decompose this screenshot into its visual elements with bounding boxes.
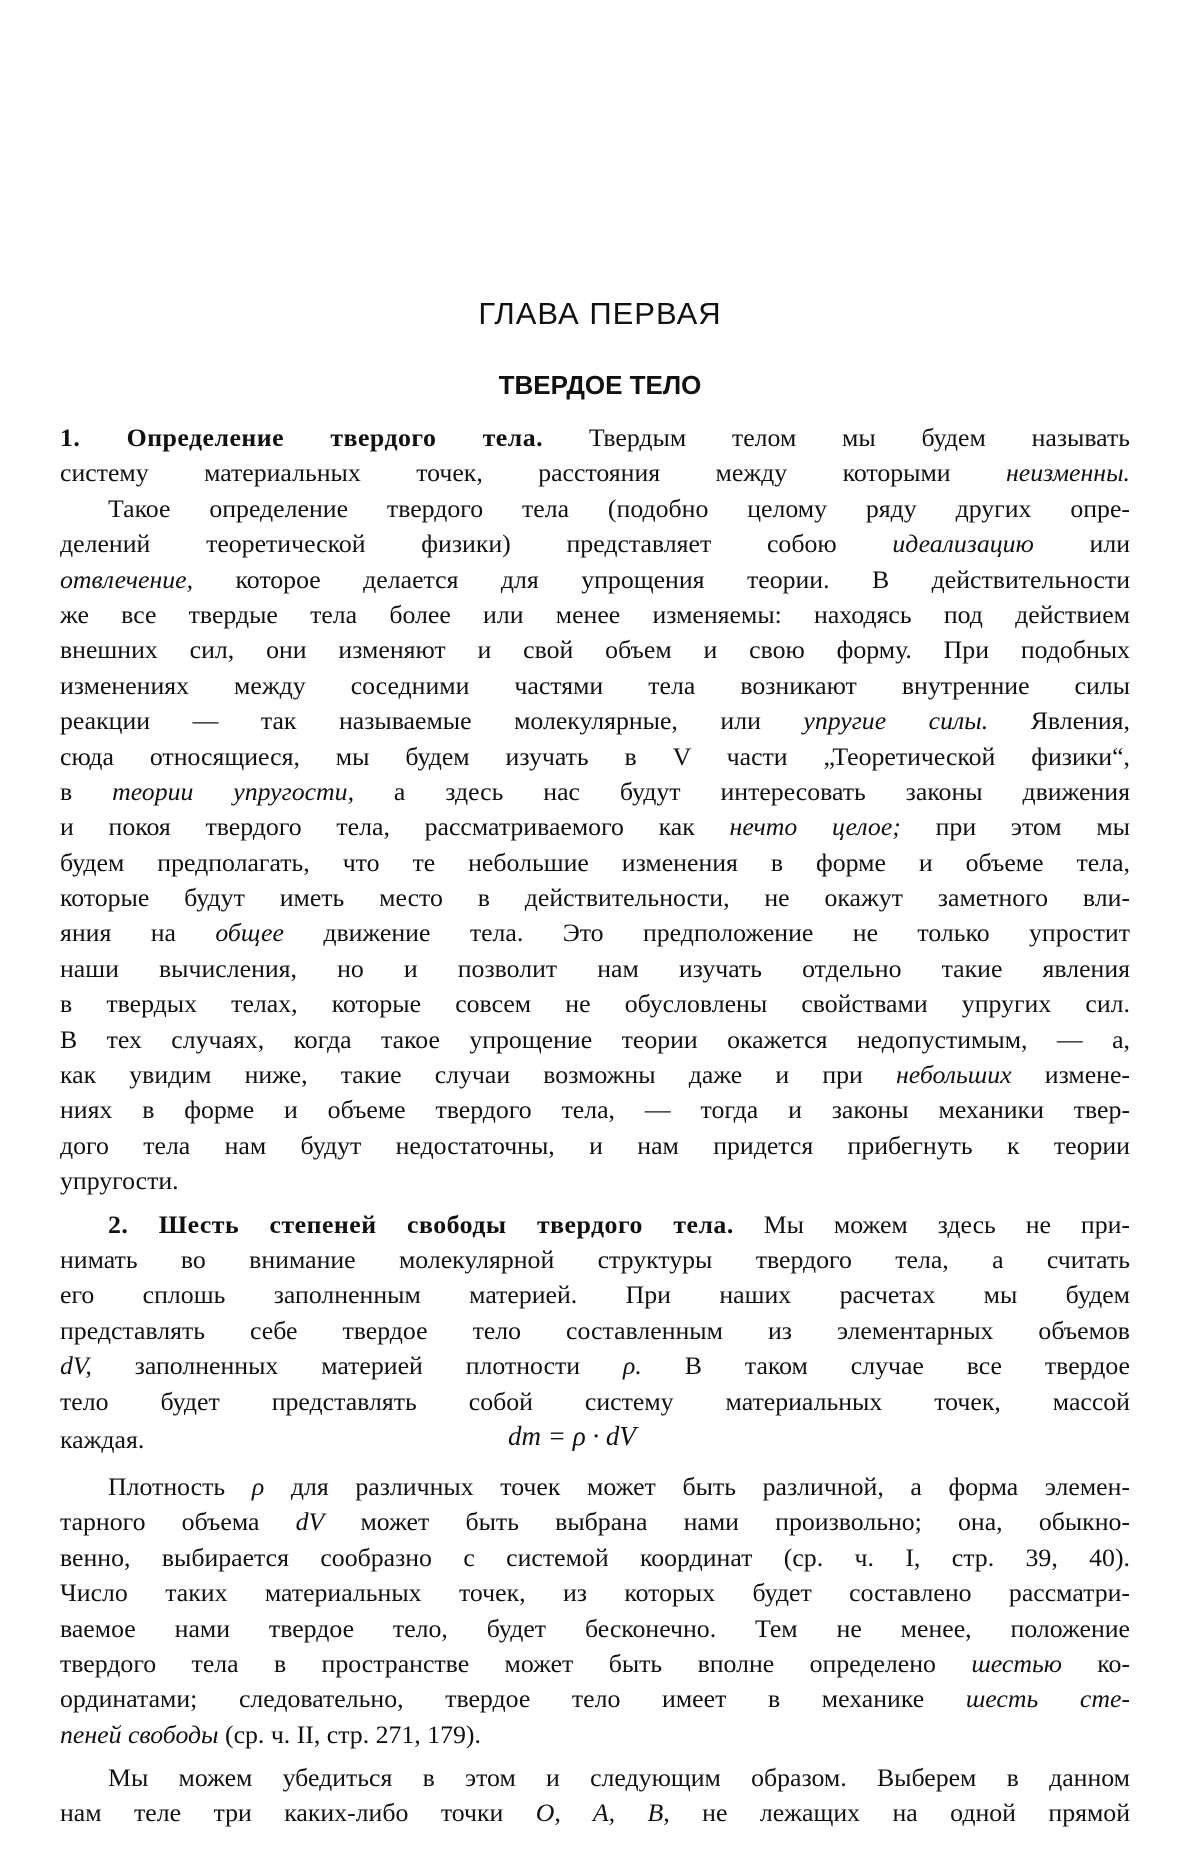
text-line [60,1540,1130,1575]
text-run: ниях в форме и объеме твердого тела, — тогда и законы механики твер- [60,1095,1130,1125]
text-line [60,1092,1130,1127]
text-run: его сплошь заполненным материей. При наших расчетах мы будем [60,1280,1130,1310]
text-run: систему материальных точек, расстояния между которыми [60,458,1006,488]
text-line [60,739,1130,774]
emphasis-text: шесть сте- [965,1684,1130,1714]
text-line [60,526,1130,561]
text-run: делений теоретической физики) представляет собою [60,529,893,559]
text-run: венно, выбирается сообразно с системой координат (ср. ч. I, стр. 39, 40). [60,1542,1130,1572]
text-run: для различных точек может быть различной, а форма элемен- [264,1471,1130,1501]
section-heading: 1. Определение твердого тела. [60,423,544,452]
text-line [60,420,1130,455]
text-line [60,1504,1130,1539]
text-run: Явления, [988,706,1130,736]
paragraph-gap [60,1461,1130,1469]
text-line [60,1681,1130,1716]
text-line [60,880,1130,915]
text-run: а здесь нас будут интересовать законы движения [354,776,1130,806]
text-run: твердого тела в пространстве может быть вполне определено [60,1648,972,1678]
text-line [60,1419,1130,1461]
text-run: Мы можем здесь не при- [733,1209,1130,1239]
text-line [60,1163,1130,1198]
text-line [60,455,1130,490]
text-run: ординатами; следовательно, твердое тело имеет в механике [60,1684,966,1714]
text-run: яния на [60,918,216,948]
text-run: заполненных материей плотности [91,1351,624,1381]
text-line [60,491,1130,526]
text-line [60,1611,1130,1646]
text-line [60,1022,1130,1057]
section-title: ТВЕРДОЕ ТЕЛО [498,370,702,400]
text-run: Число таких материальных точек, из которых будет составлено рассматри- [60,1578,1130,1608]
text-line [60,915,1130,950]
emphasis-text: идеализацию [892,529,1034,559]
text-run: в [60,776,113,806]
text-line [60,1313,1130,1348]
text-run: как увидим ниже, такие случаи возможны даже и при [60,1060,896,1090]
text-run: или [1033,529,1131,559]
emphasis-text: ρ [251,1471,265,1501]
chapter-heading: ГЛАВА ПЕРВАЯ [478,296,722,331]
text-line [60,986,1130,1021]
text-run: дого тела нам будут недостаточны, и нам придется прибегнуть к теории [60,1130,1130,1160]
text-line [60,1348,1130,1383]
section-heading: 2. Шесть степеней свободы твердого тела. [108,1209,734,1239]
text-run: и покоя твердого тела, рассматриваемого как [60,812,730,842]
emphasis-text: теории упругости, [112,776,355,806]
text-run: при этом мы [900,812,1131,842]
text-run: тарного объема [60,1507,296,1537]
text-line [60,774,1130,809]
text-run: В таком случае все твердое [641,1351,1130,1381]
formula: dm = ρ · dV [508,1420,636,1451]
emphasis-text: нечто целое; [729,812,901,842]
emphasis-text: упругие силы. [803,706,989,736]
text-line [60,1760,1130,1795]
text-run: не лежащих на одной прямой [669,1798,1131,1828]
text-run: сюда относящиеся, мы будем изучать в V части „Теоретической физики“, [60,741,1130,771]
emphasis-text: неизменны. [1006,458,1130,488]
emphasis-text: O, A, B, [535,1798,670,1828]
text-line [60,1646,1130,1681]
paragraph-gap [60,1752,1130,1760]
text-run: нам теле три каких-либо точки [60,1798,536,1828]
text-line [60,951,1130,986]
text-line [60,562,1130,597]
text-run: может быть выбрана нами произвольно; она, обыкно- [324,1507,1130,1537]
text-line [60,1575,1130,1610]
text-run: внешних сил, они изменяют и свой объем и свою форму. При подобных [60,635,1130,665]
emphasis-text: dV, [60,1351,92,1381]
emphasis-text: общее [215,918,284,948]
text-run: движение тела. Это предположение не только упростит [283,918,1130,948]
text-run: тело будет представлять собой систему материальных точек, массой [60,1386,1130,1416]
text-line [60,703,1130,738]
text-line [60,1717,1130,1752]
text-line [60,1384,1130,1419]
text-run: нимать во внимание молекулярной структуры твердого тела, а считать [60,1244,1130,1274]
text-line [60,597,1130,632]
paragraph-gap [60,1199,1130,1207]
text-run: в твердых телах, которые совсем не обусловлены свойствами упругих сил. [60,989,1130,1019]
emphasis-text: ρ. [623,1351,642,1381]
emphasis-text: шестью [971,1648,1062,1678]
text-run: измене- [1011,1060,1131,1090]
text-run: ко- [1061,1648,1130,1678]
text-run: представлять себе твердое тело составленным из элементарных объемов [60,1315,1130,1345]
text-line [60,632,1130,667]
text-line [60,1277,1130,1312]
text-line [60,809,1130,844]
body-text [60,420,1130,1831]
text-line [60,1469,1130,1504]
text-run: будем предполагать, что те небольшие изменения в форме и объеме тела, [60,847,1130,877]
text-line [60,1242,1130,1277]
text-line [60,845,1130,880]
emphasis-text: dV [295,1507,325,1537]
text-run: упругости. [60,1166,179,1196]
text-line [60,1207,1130,1242]
text-run: Плотность [108,1471,252,1501]
text-run: изменениях между соседними частями тела возникают внутренние силы [60,670,1130,700]
text-run: реакции — так называемые молекулярные, или [60,706,804,736]
text-run: каждая. [60,1424,145,1454]
text-run: ваемое нами твердое тело, будет бесконечно. Тем не менее, положение [60,1613,1130,1643]
text-run: Мы можем убедиться в этом и следующим образом. Выберем в данном [108,1763,1130,1793]
text-line [60,1057,1130,1092]
text-run: которые будут иметь место в действительности, не окажут заметного вли- [60,883,1130,913]
emphasis-text: отвлечение, [60,564,194,594]
text-line [60,668,1130,703]
text-run: же все твердые тела более или менее изменяемы: находясь под действием [60,599,1130,629]
text-run: наши вычисления, но и позволит нам изучать отдельно такие явления [60,953,1130,983]
text-run: которое делается для упрощения теории. В действительности [193,564,1130,594]
text-run: Твердым телом мы будем называть [543,423,1131,452]
text-run: В тех случаях, когда такое упрощение теории окажется недопустимым, — а, [60,1024,1130,1054]
text-line [60,1128,1130,1163]
emphasis-text: небольших [896,1060,1012,1090]
text-line [60,1795,1130,1830]
text-run: (ср. ч. II, стр. 271, 179). [218,1719,481,1749]
text-run: Такое определение твердого тела (подобно целому ряду других опре- [108,493,1130,523]
emphasis-text: пеней свободы [60,1719,219,1749]
